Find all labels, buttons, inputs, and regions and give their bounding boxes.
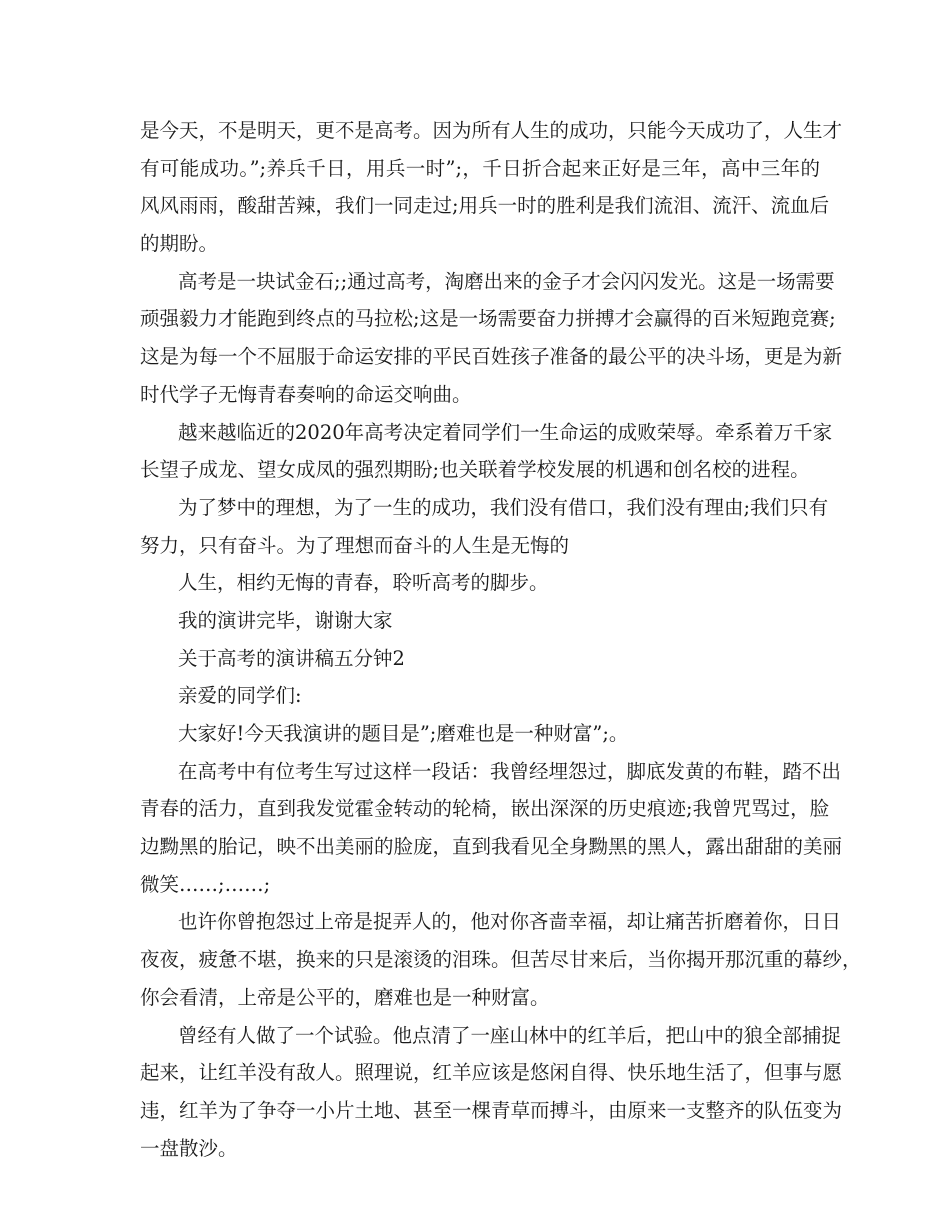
text-line: 的期盼。 [140, 232, 219, 256]
text-line: 青春的活力，直到我发觉霍金转动的轮椅，嵌出深深的历史痕迹;我曾咒骂过，脸 [140, 797, 830, 821]
paragraph-first-line: 高考是一块试金石;;通过高考，淘磨出来的金子才会闪闪发光。这是一场需要 [178, 269, 835, 293]
document-body [140, 112, 862, 1167]
paragraph-first-line: 曾经有人做了一个试验。他点清了一座山林中的红羊后，把山中的狼全部捕捉 [178, 1023, 842, 1047]
salutation: 亲爱的同学们: [178, 684, 302, 708]
paragraph-first-line: 在高考中有位考生写过这样一段话：我曾经埋怨过，脚底发黄的布鞋，踏不出 [178, 759, 842, 783]
paragraph-first-line: 大家好!今天我演讲的题目是”;磨难也是一种财富”;。 [178, 722, 629, 745]
paragraph-first-line: 为了梦中的理想，为了一生的成功，我们没有借口，我们没有理由;我们只有 [178, 495, 829, 519]
text-line: 夜夜，疲惫不堪，换来的只是滚烫的泪珠。但苦尽甘来后，当你揭开那沉重的幕纱， [140, 948, 862, 972]
text-line: 微笑……;……; [140, 872, 271, 896]
text-line: 是今天，不是明天，更不是高考。因为所有人生的成功，只能今天成功了，人生才 [140, 119, 843, 142]
text-line: 顽强毅力才能跑到终点的马拉松;这是一场需要奋力拼搏才会赢得的百米短跑竞赛; [140, 307, 836, 331]
text-line: 边黝黑的胎记，映不出美丽的脸庞，直到我看见全身黝黑的黑人，露出甜甜的美丽 [140, 835, 843, 859]
text-line: 违，红羊为了争夺一小片土地、甚至一棵青草而搏斗，由原来一支整齐的队伍变为 [140, 1098, 843, 1122]
text-line: 时代学子无悔青春奏响的命运交响曲。 [140, 382, 472, 406]
text-line: 起来，让红羊没有敌人。照理说，红羊应该是悠闲自得、快乐地生活了，但事与愿 [140, 1061, 843, 1085]
text-line: 努力，只有奋斗。为了理想而奋斗的人生是无悔的 [140, 533, 570, 557]
paragraph-first-line: 我的演讲完毕，谢谢大家 [178, 608, 393, 632]
text-line: 有可能成功。”;养兵千日，用兵一时”;，千日折合起来正好是三年，高中三年的 [140, 156, 820, 180]
paragraph-first-line: 也许你曾抱怨过上帝是捉弄人的，他对你吝啬幸福，却让痛苦折磨着你，日日 [178, 910, 842, 934]
text-line: 长望子成龙、望女成凤的强烈期盼;也关联着学校发展的机遇和创名校的进程。 [140, 458, 810, 482]
text-line: 这是为每一个不屈服于命运安排的平民百姓孩子准备的最公平的决斗场，更是为新 [140, 345, 843, 369]
text-line: 一盘散沙。 [140, 1136, 238, 1160]
text-line: 你会看清，上帝是公平的，磨难也是一种财富。 [140, 985, 550, 1009]
paragraph-first-line: 越来越临近的2020年高考决定着同学们一生命运的成败荣辱。牵系着万千家 [178, 420, 833, 444]
section-heading: 关于高考的演讲稿五分钟2 [178, 646, 405, 670]
text-line: 风风雨雨，酸甜苦辣，我们一同走过;用兵一时的胜利是我们流泪、流汗、流血后 [140, 194, 830, 218]
paragraph-first-line: 人生，相约无悔的青春，聆听高考的脚步。 [178, 571, 549, 595]
